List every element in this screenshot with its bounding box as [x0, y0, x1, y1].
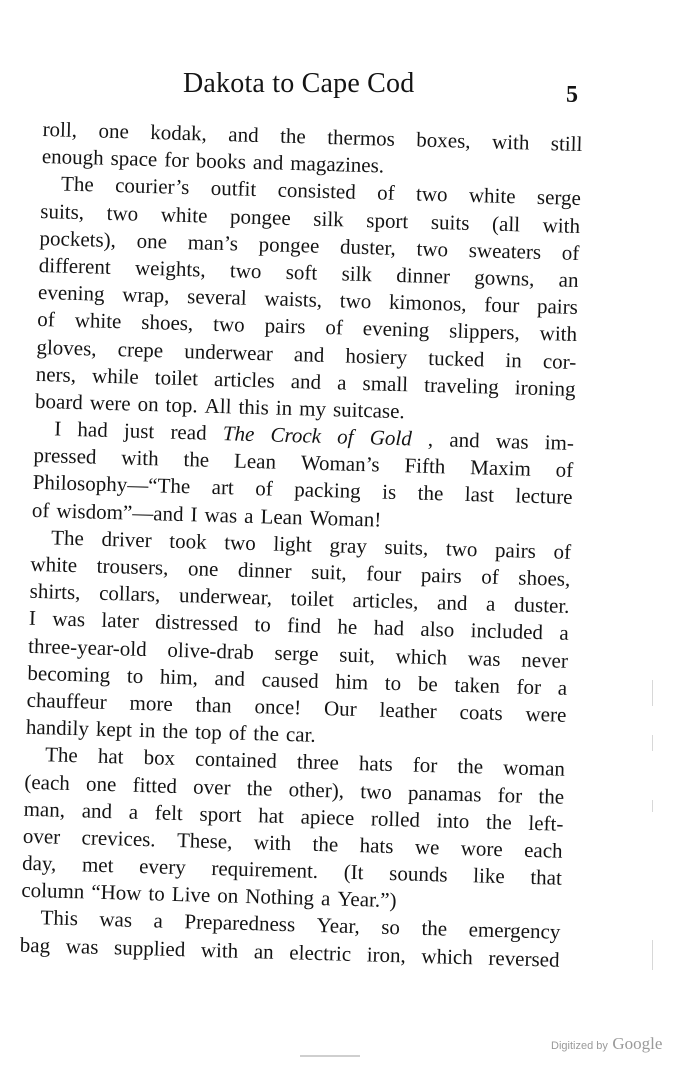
text-line: suits, two white pongee silk sport suits (all with — [40, 198, 581, 238]
text-line: column “How to Live on Nothing a Year.”) — [21, 877, 397, 913]
scan-edge-mark — [652, 680, 653, 706]
text-line: white trousers, one dinner suit, four pairs of shoes, — [30, 551, 571, 591]
text-line: day, met every requirement. (It sounds like that — [21, 850, 563, 890]
text-line: The hat box contained three hats for the woman — [44, 742, 566, 782]
text-line: different weights, two soft silk dinner gowns, an — [38, 252, 579, 292]
scan-smudge — [300, 1055, 360, 1057]
text-line: enough space for books and magazines. — [41, 144, 385, 178]
text-line: over crevices. These, with the hats we wore each — [22, 823, 563, 863]
text-line: The driver took two light gray suits, two pairs of — [50, 525, 572, 564]
body-text — [19, 116, 582, 974]
text-line: three-year-old olive-drab serge suit, which was never — [27, 633, 569, 673]
text-line: (each one fitted over the other), two panamas for the — [24, 769, 565, 809]
text-line: bag was supplied with an electric iron, which reversed — [19, 932, 560, 972]
digitized-watermark — [551, 1034, 662, 1054]
text-line: becoming to him, and caused him to be taken for a — [27, 660, 568, 700]
scan-edge-mark — [652, 940, 653, 970]
text-line: ners, while toilet articles and a small traveling ironing — [35, 361, 576, 401]
text-line: Philosophy—“The art of packing is the last lecture — [32, 470, 573, 510]
text-line: shirts, collars, underwear, toilet articles, and a duster. — [29, 579, 570, 619]
scan-edge-mark — [652, 735, 653, 751]
text-line: I was later distressed to find he had also included a — [28, 606, 570, 646]
page-number: 5 — [566, 82, 578, 108]
watermark-brand: Google — [612, 1034, 663, 1053]
scan-edge-mark — [652, 800, 653, 812]
text-line: of wisdom”—and I was a Lean Woman! — [31, 497, 382, 532]
text-line: handily kept in the top of the car. — [25, 714, 317, 747]
text-line: man, and a felt sport hat apiece rolled into the left- — [23, 796, 564, 836]
text-line: board were on top. All this in my suitcase. — [34, 388, 406, 424]
text-line: chauffeur more than once! Our leather coats were — [26, 687, 567, 727]
text-line: evening wrap, several waists, two kimonos, four pairs — [37, 280, 579, 320]
text-line: pockets), one man’s pongee duster, two sweaters of — [39, 225, 580, 265]
text-line: pressed with the Lean Woman’s Fifth Maxim of — [33, 443, 574, 483]
text-line: This was a Preparedness Year, so the emergency — [40, 905, 561, 945]
text-line: of white shoes, two pairs of evening slippers, with — [36, 307, 578, 347]
watermark-prefix: Digitized by — [551, 1040, 608, 1052]
text-line: gloves, crepe underwear and hosiery tucked in cor- — [36, 334, 577, 374]
running-title: Dakota to Cape Cod — [183, 68, 415, 99]
text-line: The courier’s outfit consisted of two white serge — [60, 171, 582, 211]
text-line: I had just read The Crock of Gold , and was im- — [53, 416, 575, 456]
text-line: roll, one kodak, and the thermos boxes, with still — [42, 116, 583, 157]
